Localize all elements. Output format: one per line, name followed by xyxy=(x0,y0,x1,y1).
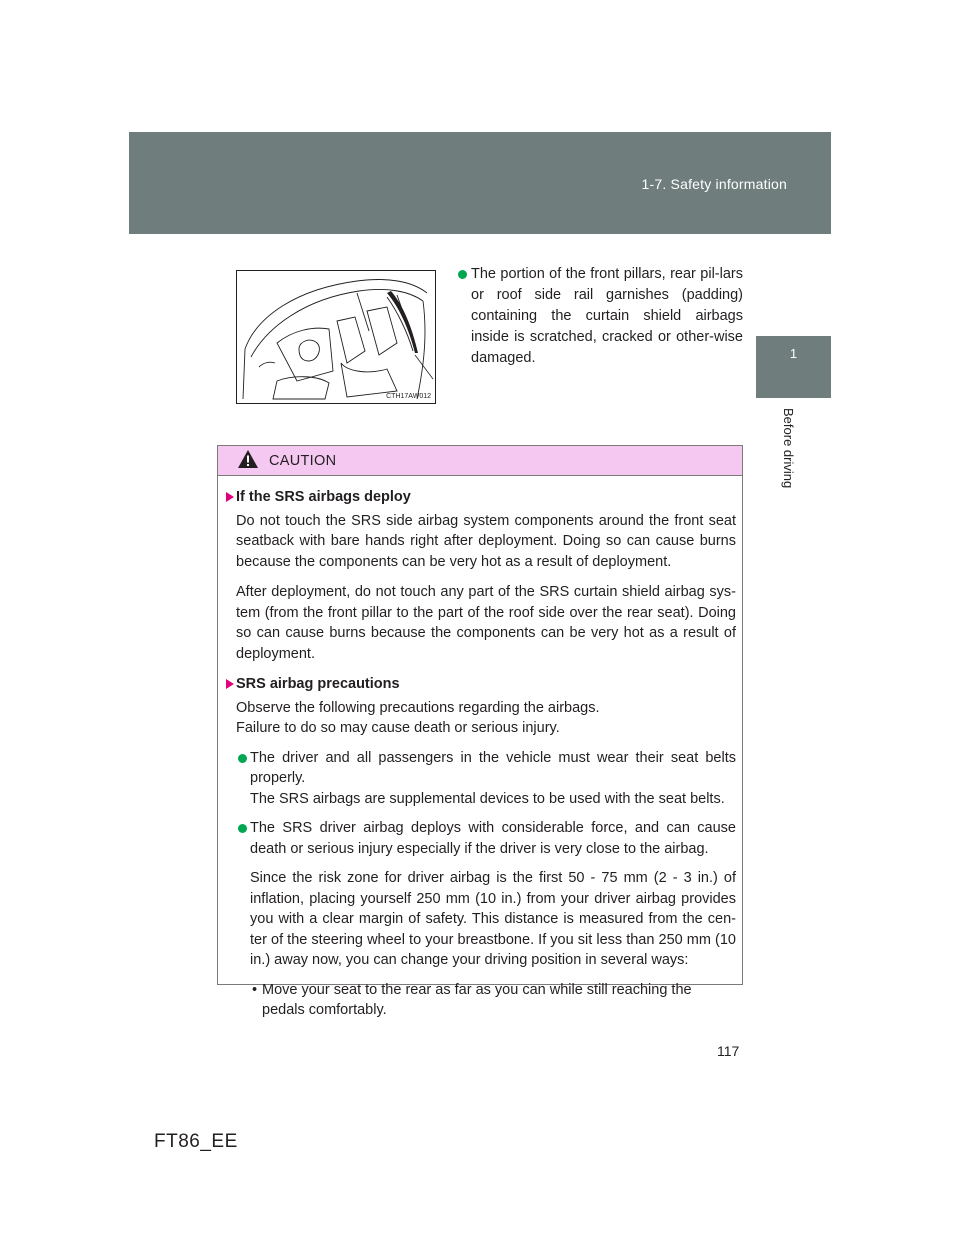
caution-item-heading: If the SRS airbags deploy xyxy=(236,489,411,505)
caution-paragraph: Do not touch the SRS side airbag system components around the front seat seatback with bare hands right after deployment. Doing so can cause burns because the components can be very hot as a result of deployment. xyxy=(236,512,736,570)
caution-sub-item xyxy=(236,748,736,810)
chapter-tab xyxy=(756,336,831,398)
caution-sub-paragraph: Since the risk zone for driver airbag is the first 50 - 75 mm (2 - 3 in.) of inflation, placing yourself 250 mm (10 in.) from your driver airbag provides you with a clear margin of safety. This distance is measured from the cen-ter of the steering wheel to your breastbone. If you sit less than 250 mm (10 in.) away now, you can change your driving position in several ways: xyxy=(250,870,736,968)
top-bullet xyxy=(457,264,743,369)
triangle-marker-icon xyxy=(226,679,234,689)
caution-item-heading: SRS airbag precautions xyxy=(236,676,400,692)
top-bullet-text: The portion of the front pillars, rear pil-lars or roof side rail garnishes (padding) containing the curtain shield airbags inside is scratched, cracked or other-wise damaged. xyxy=(471,266,743,366)
caution-sub-text: The driver and all passengers in the vehicle must wear their seat belts properly. xyxy=(250,749,736,786)
caution-sub-text: The SRS airbags are supplemental devices to be used with the seat belts. xyxy=(250,790,725,807)
green-bullet-icon xyxy=(238,754,247,763)
car-interior-illustration xyxy=(236,270,436,404)
caution-paragraph: After deployment, do not touch any part of the SRS curtain shield airbag sys-tem (from the front pillar to the part of the roof side over the rear seat). Doing so can cause burns because the components can be very hot as a result of deployment. xyxy=(236,584,736,662)
caution-sub-text: The SRS driver airbag deploys with considerable force, and can cause death or serious injury especially if the driver is very close to the airbag. xyxy=(250,820,736,857)
caution-body xyxy=(218,476,742,1021)
caution-sub-item xyxy=(236,818,736,859)
caution-paragraph: Observe the following precautions regarding the airbags. xyxy=(236,699,600,716)
chapter-title: Before driving xyxy=(781,408,796,489)
green-bullet-icon xyxy=(238,824,247,833)
caution-title: CAUTION xyxy=(269,452,337,469)
dot-marker: • xyxy=(252,981,258,998)
page-number: 117 xyxy=(717,1043,740,1059)
header-band xyxy=(129,132,831,234)
triangle-marker-icon xyxy=(226,492,234,502)
green-bullet-icon xyxy=(458,270,467,279)
section-title: 1-7. Safety information xyxy=(641,176,787,192)
caution-header xyxy=(218,446,742,476)
car-interior-drawing-icon xyxy=(237,271,435,403)
caution-dash-item xyxy=(236,980,736,1021)
caution-item-precautions xyxy=(226,674,736,1021)
model-code: FT86_EE xyxy=(154,1131,238,1152)
warning-triangle-icon xyxy=(237,449,259,469)
caution-item-deploy xyxy=(226,487,736,664)
chapter-number: 1 xyxy=(789,346,798,361)
illustration-code: CTH17AW012 xyxy=(386,393,431,400)
caution-paragraph: Failure to do so may cause death or serious injury. xyxy=(236,720,560,736)
caution-dash-text: Move your seat to the rear as far as you can while still reaching the pedals comfortably. xyxy=(262,981,692,1018)
caution-box xyxy=(217,445,743,1018)
